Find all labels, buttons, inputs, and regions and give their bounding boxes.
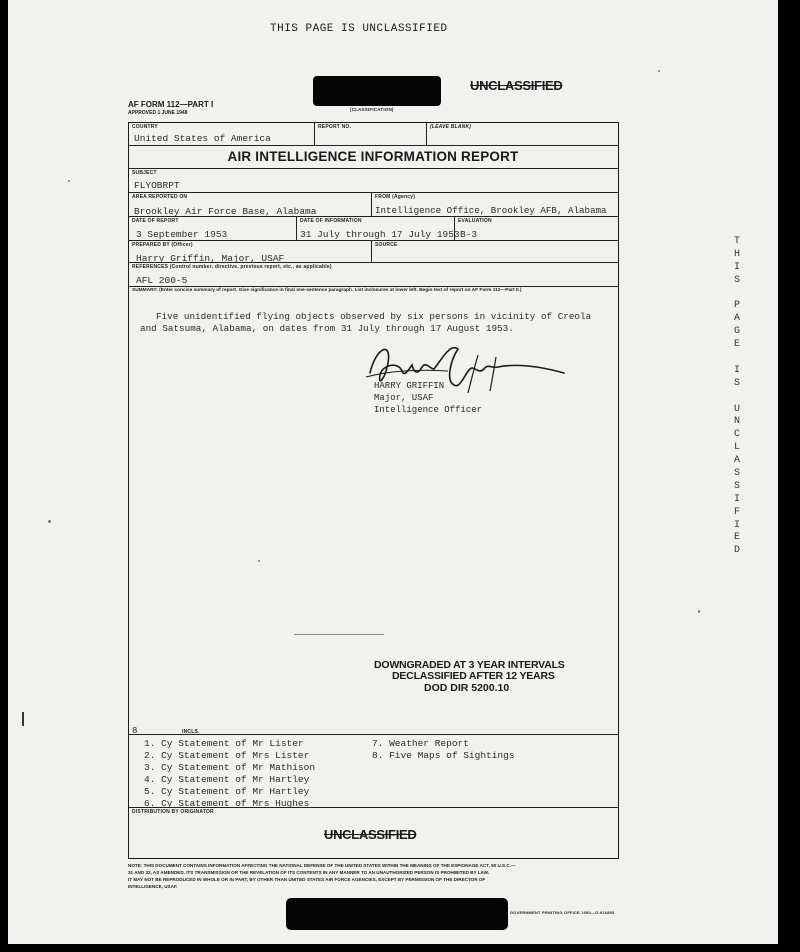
value-date-of-information: 31 July through 17 July 1953	[300, 229, 460, 240]
film-speck	[658, 70, 660, 72]
value-country: United States of America	[134, 133, 271, 144]
inclosure-item-8: 8. Five Maps of Sightings	[372, 750, 515, 761]
top-unclassified-notice: THIS PAGE IS UNCLASSIFIED	[270, 23, 448, 35]
label-distribution: DISTRIBUTION BY ORIGINATOR	[132, 809, 214, 815]
label-area-reported: AREA REPORTED ON	[132, 194, 188, 200]
film-speck	[258, 560, 260, 562]
film-scratch	[294, 634, 384, 635]
signature-name: HARRY GRIFFIN	[374, 381, 445, 391]
redaction-bar-top	[313, 76, 441, 106]
value-area-reported: Brookley Air Force Base, Alabama	[134, 206, 317, 217]
form-number: AF FORM 112—PART I	[128, 100, 214, 109]
report-title: AIR INTELLIGENCE INFORMATION REPORT	[227, 149, 519, 164]
value-evaluation: B-3	[460, 229, 478, 240]
inclosure-item-4: 4. Cy Statement of Mr Hartley	[144, 774, 310, 785]
film-scratch	[22, 712, 24, 726]
inclosure-item-3: 3. Cy Statement of Mr Mathison	[144, 762, 316, 773]
inclosure-count: 8	[132, 726, 138, 736]
inclosure-item-7: 7. Weather Report	[372, 738, 469, 749]
document-page	[8, 0, 778, 944]
value-references: AFL 200-5	[136, 275, 188, 286]
summary-line-2: and Satsuma, Alabama, on dates from 31 July through 17 August 1953.	[140, 323, 514, 334]
classification-caption: (CLASSIFICATION)	[350, 107, 394, 112]
redaction-bar-bottom	[286, 898, 508, 930]
label-from-agency: FROM (Agency)	[375, 194, 416, 200]
value-subject: FLYOBRPT	[134, 180, 180, 191]
label-prepared-by: PREPARED BY (Officer)	[132, 242, 193, 248]
label-references: REFERENCES (Control number, directive, previous report, etc., as applicable)	[132, 264, 332, 270]
printing-office-line: GOVERNMENT PRINTING OFFICE 1950—O-916853	[510, 910, 615, 915]
label-source: SOURCE	[375, 242, 398, 248]
signature-title: Intelligence Officer	[374, 405, 483, 415]
inclosure-item-2: 2. Cy Statement of Mrs Lister	[144, 750, 310, 761]
label-report-no: REPORT NO.	[318, 124, 352, 130]
film-speck	[698, 610, 700, 613]
downgrade-stamp-line-1: DOWNGRADED AT 3 YEAR INTERVALS	[374, 659, 565, 671]
inclosure-item-6: 6. Cy Statement of Mrs Hughes	[144, 798, 310, 809]
downgrade-stamp-line-2: DECLASSIFIED AFTER 12 YEARS	[392, 670, 555, 682]
downgrade-stamp-line-3: DOD DIR 5200.10	[424, 682, 510, 694]
label-subject: SUBJECT	[132, 170, 157, 176]
signature-rank: Major, USAF	[374, 393, 434, 403]
value-from-agency: Intelligence Office, Brookley AFB, Alabama	[375, 205, 607, 216]
classification-stamp-bottom: UNCLASSIFIED	[324, 827, 417, 842]
label-country: COUNTRY	[132, 124, 158, 130]
film-speck	[68, 180, 70, 182]
value-prepared-by: Harry Griffin, Major, USAF	[136, 253, 285, 264]
label-date-of-information: DATE OF INFORMATION	[300, 218, 362, 224]
summary-line-1: Five unidentified flying objects observed by six persons in vicinity of Creola	[156, 311, 592, 322]
inclosure-item-1: 1. Cy Statement of Mr Lister	[144, 738, 304, 749]
value-date-of-report: 3 September 1953	[136, 229, 228, 240]
film-speck	[48, 520, 51, 523]
label-date-of-report: DATE OF REPORT	[132, 218, 179, 224]
inclosure-item-5: 5. Cy Statement of Mr Hartley	[144, 786, 310, 797]
espionage-act-notice: NOTE: THIS DOCUMENT CONTAINS INFORMATION AFFECTING THE NATIONAL DEFENSE OF THE UNITED STATES WITHIN THE MEANING OF THE ESPIONAGE ACT, 50 U.S.C.— 31 AND 32, AS AMENDED. ITS TRANSMISSION OR THE REVELATION OF ITS CONTENTS IN ANY MANNER TO AN UNAUTHORIZED PERSON IS PROHIBITED BY LAW. IT MAY NOT BE REPRODUCED IN WHOLE OR IN PART, BY OTHER THAN UNITED STATES AIR FORCE AGENCIES, EXCEPT BY PERMISSION OF THE DIRECTOR OF INTELLIGENCE, USAF.	[128, 863, 516, 889]
label-evaluation: EVALUATION	[458, 218, 492, 224]
form-approved-date: APPROVED 1 JUNE 1948	[128, 110, 188, 116]
label-summary: SUMMARY: (Enter concise summary of report. Give significance in final one-sentence paragraph. List inclosures at lower left. Begin text of report on AF Form 112—Part II.)	[132, 288, 522, 293]
label-leave-blank: (LEAVE BLANK)	[430, 124, 472, 130]
classification-stamp-top: UNCLASSIFIED	[470, 78, 563, 93]
label-inclosures: INCLS.	[182, 729, 200, 735]
side-unclassified-notice: T H I S P A G E I S U N C L A S S I F I E D	[733, 236, 740, 557]
